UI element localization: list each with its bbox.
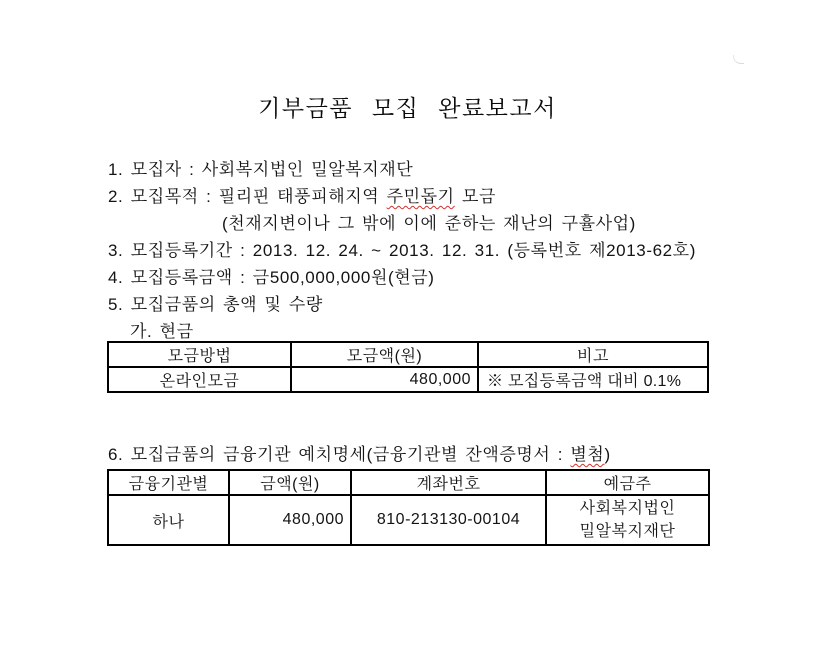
header-amount: 금액(원) — [229, 470, 351, 495]
table-row — [108, 367, 708, 392]
report-title: 기부금품 모집 완료보고서 — [258, 95, 557, 121]
list-subitem-cash: 가. 현금 — [130, 322, 194, 341]
scan-artifact-mark — [733, 55, 744, 64]
list-item-registration-period: 3. 모집등록기간 : 2013. 12. 24. ~ 2013. 12. 31. (등록번호 제2013-62호) — [108, 241, 696, 260]
table-header-row — [108, 470, 709, 495]
deposit-details-spellcheck-word: 별첨 — [570, 445, 605, 464]
header-bank-name: 금융기관별 — [108, 470, 229, 495]
header-remark: 비고 — [478, 342, 708, 367]
cell-account-holder — [546, 495, 709, 545]
purpose-spellcheck-word: 주민돕기 — [386, 187, 455, 206]
cell-remark: ※ 모집등록금액 대비 0.1% — [478, 367, 708, 392]
account-holder-line-1: 사회복지법인 — [579, 500, 676, 517]
list-item-purpose-note: (천재지변이나 그 밖에 이에 준하는 재난의 구휼사업) — [222, 214, 636, 233]
header-collected-amount: 모금액(원) — [291, 342, 478, 367]
header-account-number: 계좌번호 — [351, 470, 546, 495]
cell-bank-name: 하나 — [108, 495, 229, 545]
cell-amount: 480,000 — [229, 495, 351, 545]
list-item-registered-amount: 4. 모집등록금액 : 금500,000,000원(현금) — [108, 268, 435, 287]
purpose-text-suffix: 모금 — [454, 187, 497, 206]
list-item-deposit-details — [108, 440, 611, 465]
list-item-total-and-quantity: 5. 모집금품의 총액 및 수량 — [108, 295, 323, 314]
purpose-text: 2. 모집목적 : 필리핀 태풍피해지역 — [108, 187, 387, 206]
deposit-details-text-suffix: ) — [604, 445, 611, 464]
cell-collected-amount: 480,000 — [291, 367, 478, 392]
cell-collection-method: 온라인모금 — [108, 367, 291, 392]
header-collection-method: 모금방법 — [108, 342, 291, 367]
table-row — [108, 495, 709, 545]
cell-account-number: 810-213130-00104 — [351, 495, 546, 545]
header-account-holder: 예금주 — [546, 470, 709, 495]
table-header-row — [108, 342, 708, 367]
bank-deposit-table — [107, 469, 710, 546]
cash-collection-table — [107, 341, 709, 393]
deposit-details-text: 6. 모집금품의 금융기관 예치명세(금융기관별 잔액증명서 : — [108, 445, 571, 464]
list-item-purpose — [108, 182, 496, 207]
list-item-collector: 1. 모집자 : 사회복지법인 밀알복지재단 — [108, 160, 414, 179]
account-holder-line-2: 밀알복지재단 — [579, 523, 676, 540]
